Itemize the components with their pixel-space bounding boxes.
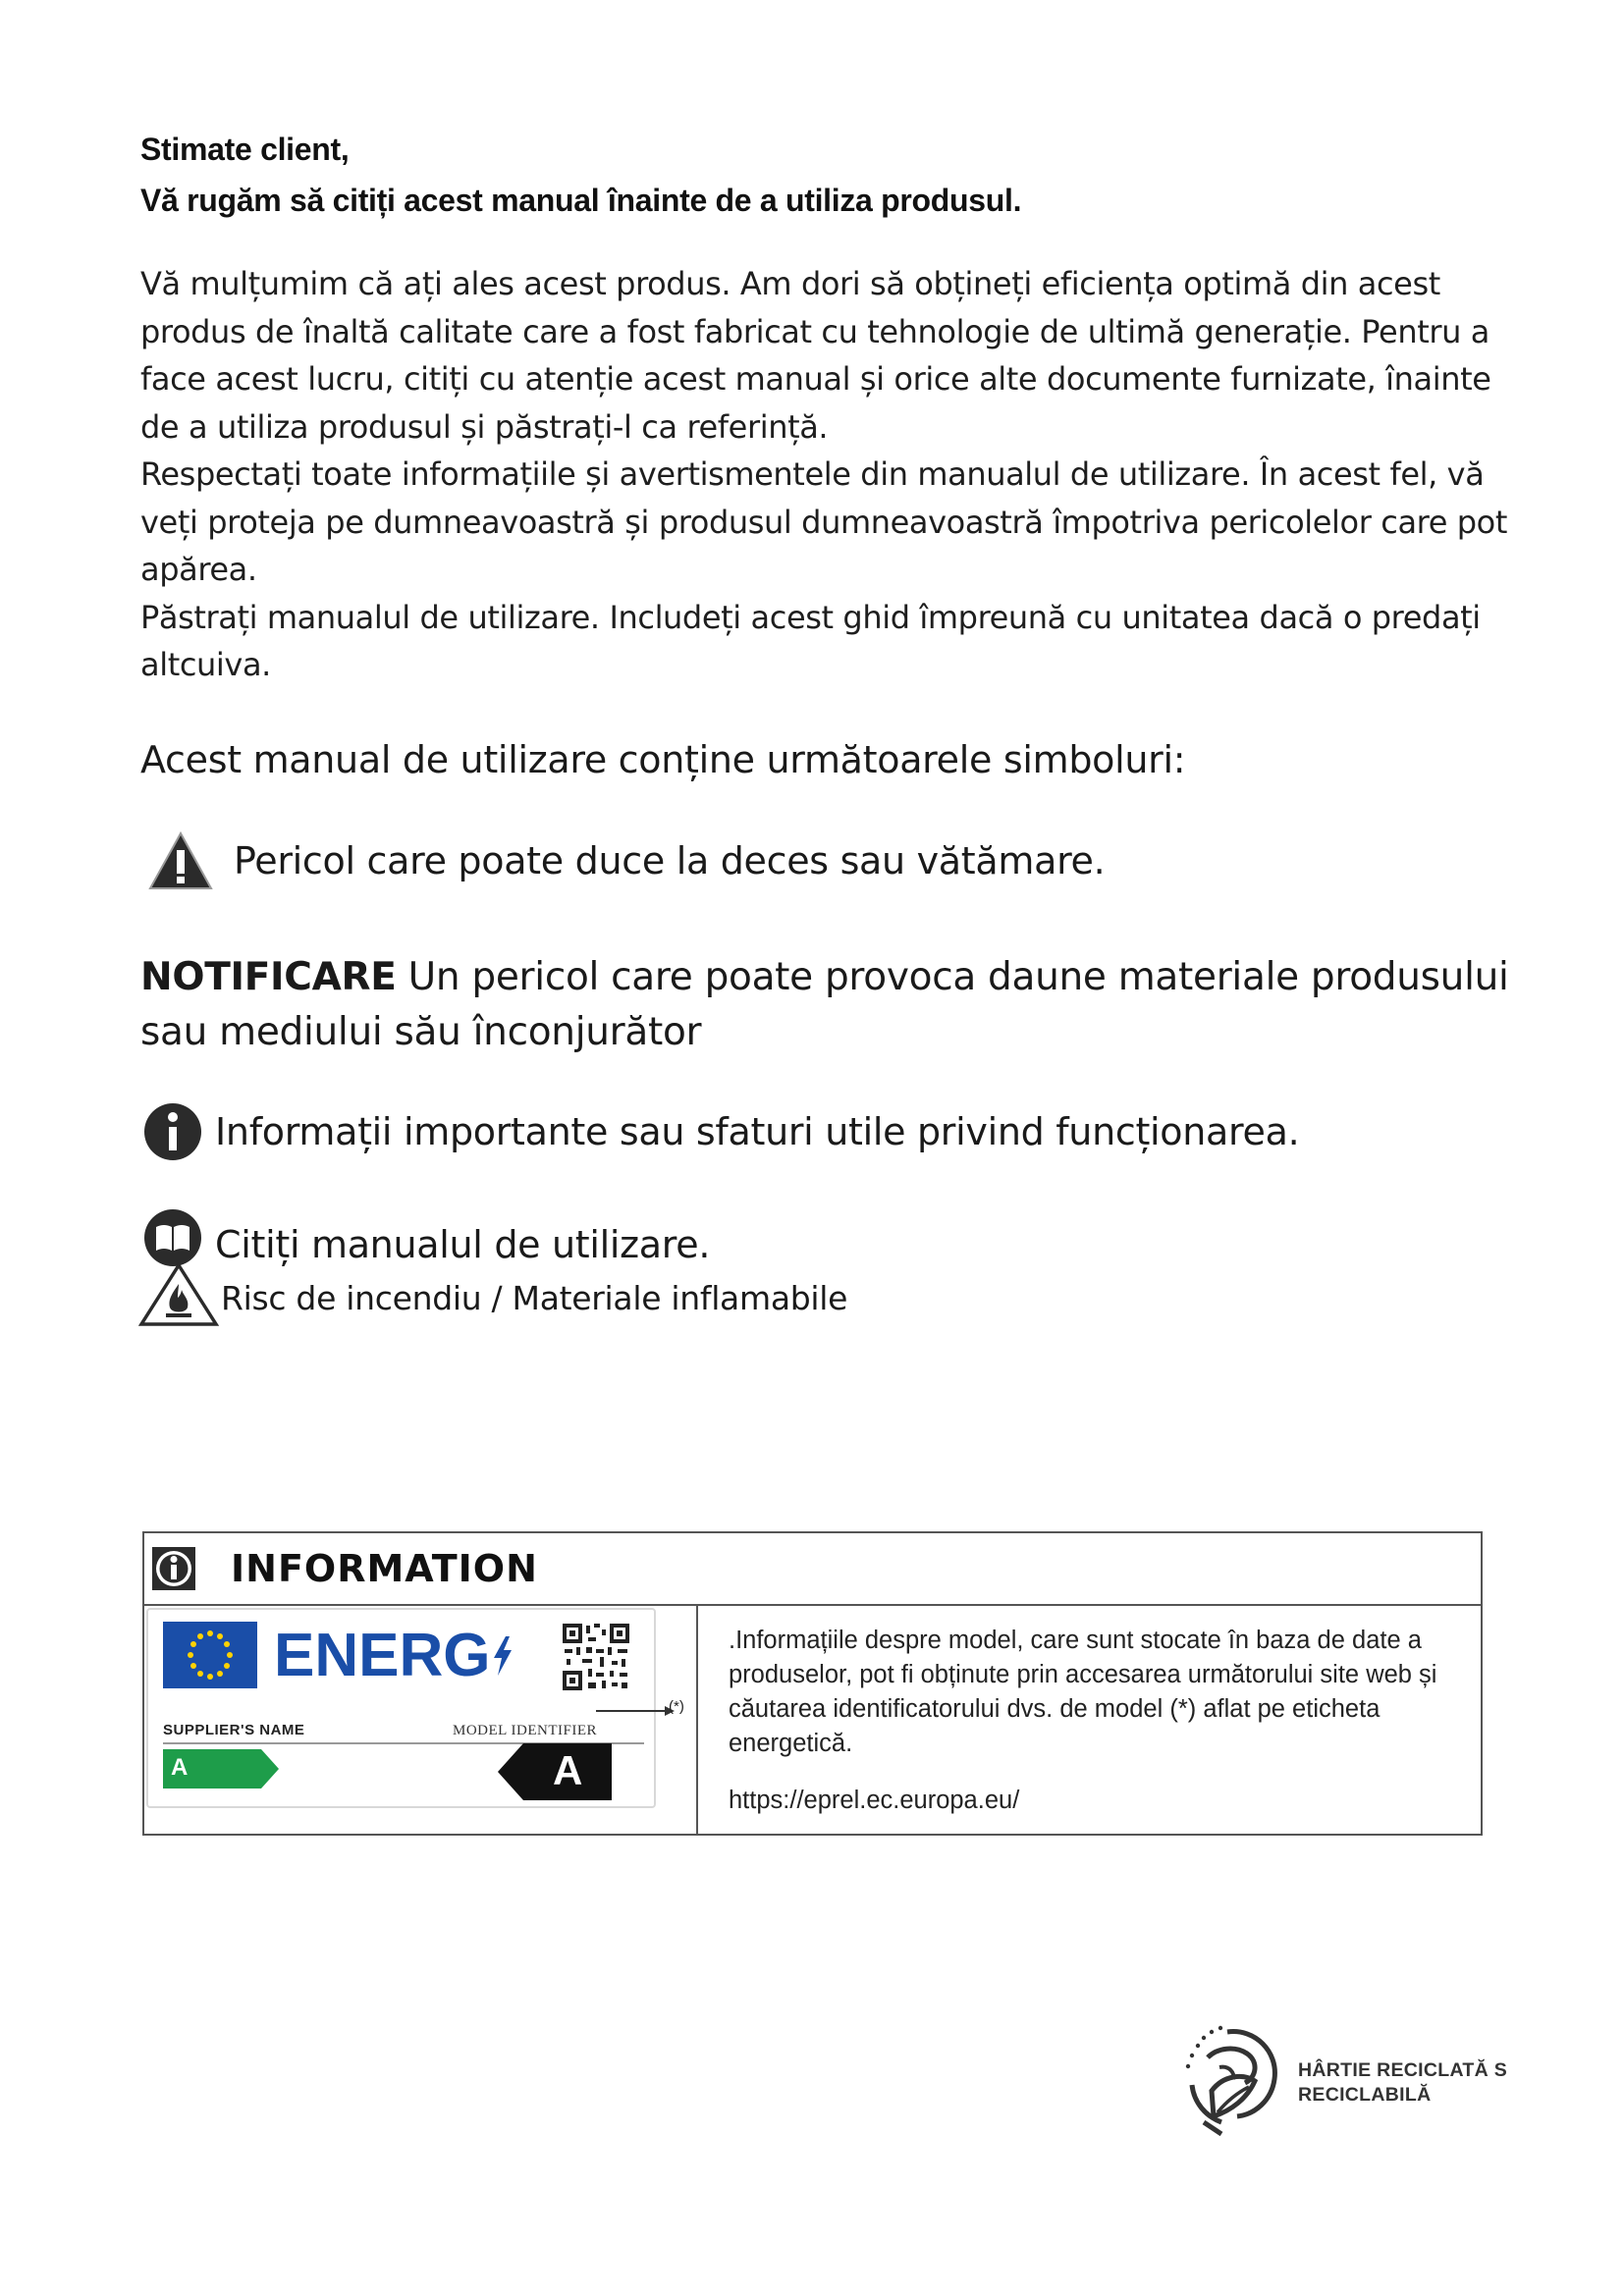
recycled-paper-label bbox=[1298, 2058, 1507, 2108]
symbol-info-row bbox=[142, 1101, 1299, 1162]
lightning-icon bbox=[492, 1636, 514, 1676]
energy-label-sample bbox=[146, 1608, 656, 1808]
information-text: .Informațiile despre model, care sunt stocate în baza de date a produselor, pot fi obținute prin accesarea următorului site web și căutarea identificatorului dvs. de model (*) aflat pe eticheta energetică. bbox=[729, 1627, 1437, 1757]
notice-label: NOTIFICARE bbox=[140, 955, 397, 999]
symbol-read-text: Citiți manualul de utilizare. bbox=[215, 1223, 711, 1266]
warning-icon bbox=[147, 830, 214, 891]
recycled-paper-line-1: HÂRTIE RECICLATĂ S bbox=[1298, 2059, 1508, 2081]
manual-book-icon bbox=[142, 1207, 203, 1268]
information-divider bbox=[696, 1604, 698, 1834]
greeting-instruction: Vă rugăm să citiți acest manual înainte de a utiliza produsul. bbox=[140, 183, 1022, 218]
symbol-danger-text: Pericol care poate duce la deces sau vătămare. bbox=[234, 839, 1106, 882]
recycled-paper-globe-icon bbox=[1178, 2018, 1286, 2142]
info-box-icon bbox=[150, 1545, 197, 1592]
symbol-read-row bbox=[142, 1207, 710, 1268]
intro-paragraph-2: Respectați toate informațiile și avertismentele din manualul de utilizare. În acest fel, vă veți proteja pe dumneavoastră și produsul dumneavoastră împotriva pericolelor care pot apărea. bbox=[140, 455, 1508, 588]
qr-code-icon bbox=[561, 1622, 631, 1692]
symbol-notice bbox=[140, 950, 1515, 1060]
symbols-heading: Acest manual de utilizare conține următoarele simboluri: bbox=[140, 738, 1186, 781]
energy-label-title: ENERG bbox=[274, 1624, 514, 1688]
symbol-danger-row bbox=[147, 830, 1105, 891]
eprel-url[interactable]: https://eprel.ec.europa.eu/ bbox=[729, 1787, 1020, 1814]
symbol-fire-row bbox=[138, 1262, 847, 1327]
info-icon bbox=[142, 1101, 203, 1162]
information-header bbox=[144, 1533, 1481, 1606]
arrow-right-icon bbox=[596, 1704, 675, 1718]
model-footnote-marker: (*) bbox=[669, 1698, 684, 1715]
symbol-fire-text: Risc de incendiu / Materiale inflamabile bbox=[221, 1278, 848, 1317]
notice-text: Un pericol care poate provoca daune materiale produsului sau mediului său înconjurător bbox=[140, 955, 1509, 1054]
information-box bbox=[142, 1531, 1483, 1836]
intro-paragraph-1: Vă mulțumim că ați ales acest produs. Am dori să obțineți eficiența optimă din acest produs de înaltă calitate care a fost fabricat cu tehnologie de ultimă generație. Pentru a face acest lucru, citiți cu atenție acest manual și orice alte documente furnizate, înainte de a utiliza produsul și păstrați-l ca referință. bbox=[140, 265, 1491, 446]
eu-flag-icon bbox=[163, 1622, 257, 1688]
greeting bbox=[140, 124, 1021, 226]
fire-hazard-icon bbox=[138, 1262, 219, 1327]
energy-class-small-letter: A bbox=[171, 1754, 189, 1781]
energy-class-big-letter: A bbox=[553, 1747, 583, 1793]
recycled-paper-line-2: RECICLABILĂ bbox=[1298, 2084, 1432, 2106]
intro-text bbox=[140, 260, 1515, 689]
information-title: INFORMATION bbox=[231, 1547, 538, 1590]
supplier-name-label: SUPPLIER'S NAME bbox=[163, 1722, 305, 1738]
greeting-salutation: Stimate client, bbox=[140, 132, 350, 167]
intro-paragraph-3: Păstrați manualul de utilizare. Includeți acest ghid împreună cu unitatea dacă o predați altcuiva. bbox=[140, 598, 1481, 683]
model-identifier-label: MODEL IDENTIFIER bbox=[453, 1723, 598, 1738]
symbol-info-text: Informații importante sau sfaturi utile privind funcționarea. bbox=[215, 1110, 1300, 1153]
